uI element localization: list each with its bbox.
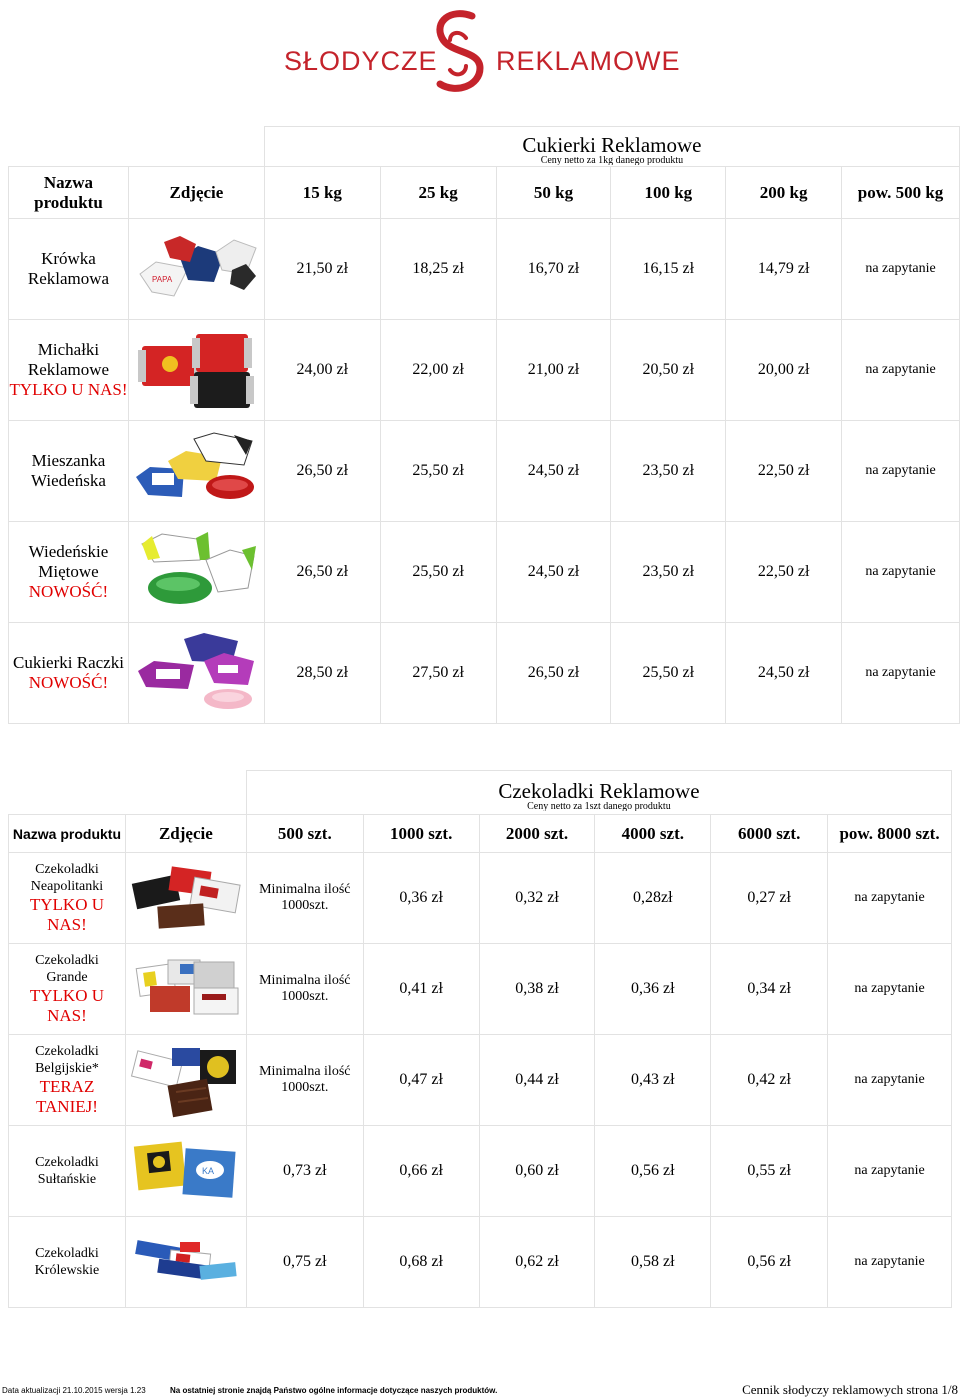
price-cell: 0,44 zł <box>479 1035 595 1126</box>
company-logo <box>278 8 681 100</box>
price-cell: 0,38 zł <box>479 944 595 1035</box>
candies-header-row <box>9 167 960 219</box>
logo-left-text: SŁODYCZE <box>284 46 438 76</box>
mietowe-candies-photo <box>134 530 258 614</box>
product-name: Czekoladki Grande TYLKO U NAS! <box>9 944 126 1035</box>
product-name: Cukierki Raczki NOWOŚĆ! <box>9 623 129 724</box>
product-photo <box>125 1035 246 1126</box>
chocolates-title-cell <box>246 771 951 815</box>
price-cell: 25,50 zł <box>611 623 726 724</box>
col-header-name: Nazwa produktu <box>9 167 129 219</box>
price-cell: 22,50 zł <box>726 522 842 623</box>
col-header-2000: 2000 szt. <box>479 815 595 853</box>
product-photo <box>125 944 246 1035</box>
minimum-quantity-note: Minimalna ilość 1000szt. <box>246 944 363 1035</box>
table-row <box>9 944 952 1035</box>
table-row <box>9 1217 952 1308</box>
page-number: Cennik słodyczy reklamowych strona 1/8 <box>742 1382 958 1397</box>
table-row <box>9 1035 952 1126</box>
candies-title-cell <box>264 127 959 167</box>
promo-tag: TYLKO U NAS! <box>9 380 128 399</box>
price-cell: 0,27 zł <box>711 853 828 944</box>
michalki-candies-photo <box>134 328 258 412</box>
product-photo <box>125 853 246 944</box>
col-header-200kg: 200 kg <box>726 167 842 219</box>
product-name: Czekoladki Królewskie <box>9 1217 126 1308</box>
price-cell: 0,75 zł <box>246 1217 363 1308</box>
footer-note: Na ostatniej stronie znajdą Państwo ogólne informacje dotyczące naszych produktów. <box>170 1386 498 1395</box>
product-name: Mieszanka Wiedeńska <box>9 421 129 522</box>
svg-text:KA: KA <box>201 1166 214 1176</box>
col-header-100kg: 100 kg <box>611 167 726 219</box>
col-header-4000: 4000 szt. <box>595 815 711 853</box>
product-name: Wiedeńskie Miętowe NOWOŚĆ! <box>9 522 129 623</box>
price-cell: 0,28zł <box>595 853 711 944</box>
logo-swirl-icon <box>420 8 496 100</box>
price-cell: 0,32 zł <box>479 853 595 944</box>
price-cell: 23,50 zł <box>611 522 726 623</box>
price-cell: 0,42 zł <box>711 1035 828 1126</box>
promo-tag: TYLKO U NAS! <box>29 986 105 1025</box>
neapolitanki-photo <box>130 865 242 931</box>
price-cell: 0,60 zł <box>479 1126 595 1217</box>
price-cell: 24,00 zł <box>264 320 380 421</box>
promo-tag: TYLKO U NAS! <box>29 895 105 934</box>
price-cell: 24,50 zł <box>496 421 611 522</box>
price-on-request: na zapytanie <box>842 219 960 320</box>
price-on-request: na zapytanie <box>842 623 960 724</box>
price-cell: 18,25 zł <box>380 219 496 320</box>
price-cell: 0,55 zł <box>711 1126 828 1217</box>
table-row <box>9 421 960 522</box>
price-cell: 0,66 zł <box>363 1126 479 1217</box>
price-on-request: na zapytanie <box>842 421 960 522</box>
price-cell: 0,41 zł <box>363 944 479 1035</box>
product-photo <box>128 421 264 522</box>
product-photo <box>125 1126 246 1217</box>
col-header-photo: Zdjęcie <box>128 167 264 219</box>
product-name: Czekoladki Sułtańskie <box>9 1126 126 1217</box>
price-cell: 0,68 zł <box>363 1217 479 1308</box>
page-footer <box>0 1382 960 1400</box>
promo-tag: NOWOŚĆ! <box>28 673 109 692</box>
col-header-50kg: 50 kg <box>496 167 611 219</box>
price-on-request: na zapytanie <box>828 1126 952 1217</box>
col-header-1000: 1000 szt. <box>363 815 479 853</box>
table-row <box>9 1126 952 1217</box>
table-row <box>9 853 952 944</box>
chocolates-title: Czekoladki Reklamowe <box>498 779 700 803</box>
price-on-request: na zapytanie <box>828 1035 952 1126</box>
product-photo <box>125 1217 246 1308</box>
price-cell: 24,50 zł <box>726 623 842 724</box>
price-on-request: na zapytanie <box>842 522 960 623</box>
product-photo <box>128 320 264 421</box>
col-header-6000: 6000 szt. <box>711 815 828 853</box>
candies-price-table <box>8 126 960 724</box>
candies-title: Cukierki Reklamowe <box>522 133 702 157</box>
raczki-candies-photo <box>134 631 258 715</box>
table-row <box>9 623 960 724</box>
price-cell: 0,34 zł <box>711 944 828 1035</box>
product-name: Czekoladki Neapolitanki TYLKO U NAS! <box>9 853 126 944</box>
krowka-candies-photo <box>134 234 258 304</box>
price-on-request: na zapytanie <box>842 320 960 421</box>
mieszanka-candies-photo <box>134 431 258 511</box>
price-cell: 20,00 zł <box>726 320 842 421</box>
logo-right-text: REKLAMOWE <box>496 46 681 76</box>
col-header-500kg: pow. 500 kg <box>842 167 960 219</box>
product-name: Krówka Reklamowa <box>9 219 129 320</box>
product-name: Michałki Reklamowe TYLKO U NAS! <box>9 320 129 421</box>
price-cell: 24,50 zł <box>496 522 611 623</box>
product-photo <box>128 522 264 623</box>
price-cell: 20,50 zł <box>611 320 726 421</box>
price-cell: 22,00 zł <box>380 320 496 421</box>
col-header-500: 500 szt. <box>246 815 363 853</box>
price-cell: 26,50 zł <box>264 421 380 522</box>
belgijskie-photo <box>130 1042 242 1118</box>
price-cell: 26,50 zł <box>496 623 611 724</box>
col-header-name: Nazwa produktu <box>9 815 126 853</box>
promo-tag: NOWOŚĆ! <box>28 582 109 601</box>
price-cell: 0,56 zł <box>595 1126 711 1217</box>
chocolates-subtitle: Ceny netto za 1szt danego produktu <box>527 802 671 811</box>
price-cell: 16,70 zł <box>496 219 611 320</box>
minimum-quantity-note: Minimalna ilość 1000szt. <box>246 853 363 944</box>
chocolates-price-table <box>8 770 952 1308</box>
krolewskie-photo <box>130 1232 242 1292</box>
price-cell: 21,50 zł <box>264 219 380 320</box>
price-cell: 28,50 zł <box>264 623 380 724</box>
update-date: Data aktualizacji 21.10.2015 wersja 1.23 <box>2 1386 146 1395</box>
chocolates-header-row <box>9 815 952 853</box>
price-cell: 0,73 zł <box>246 1126 363 1217</box>
price-cell: 27,50 zł <box>380 623 496 724</box>
price-cell: 23,50 zł <box>611 421 726 522</box>
minimum-quantity-note: Minimalna ilość 1000szt. <box>246 1035 363 1126</box>
promo-tag: TERAZ TANIEJ! <box>36 1077 98 1116</box>
price-cell: 16,15 zł <box>611 219 726 320</box>
product-photo <box>128 623 264 724</box>
price-cell: 0,43 zł <box>595 1035 711 1126</box>
grande-photo <box>130 956 242 1022</box>
col-header-15kg: 15 kg <box>264 167 380 219</box>
price-cell: 0,47 zł <box>363 1035 479 1126</box>
table-row <box>9 522 960 623</box>
svg-text:PAPA: PAPA <box>152 275 173 284</box>
table-row <box>9 320 960 421</box>
price-cell: 25,50 zł <box>380 522 496 623</box>
col-header-8000: pow. 8000 szt. <box>828 815 952 853</box>
price-on-request: na zapytanie <box>828 944 952 1035</box>
product-photo <box>128 219 264 320</box>
price-cell: 0,62 zł <box>479 1217 595 1308</box>
candies-subtitle: Ceny netto za 1kg danego produktu <box>540 156 684 165</box>
price-cell: 0,56 zł <box>711 1217 828 1308</box>
price-cell: 0,36 zł <box>363 853 479 944</box>
price-cell: 0,36 zł <box>595 944 711 1035</box>
table-row <box>9 219 960 320</box>
price-cell: 25,50 zł <box>380 421 496 522</box>
price-cell: 22,50 zł <box>726 421 842 522</box>
price-cell: 14,79 zł <box>726 219 842 320</box>
price-cell: 0,58 zł <box>595 1217 711 1308</box>
col-header-photo: Zdjęcie <box>125 815 246 853</box>
sultanskie-photo <box>130 1136 242 1206</box>
price-on-request: na zapytanie <box>828 853 952 944</box>
price-cell: 21,00 zł <box>496 320 611 421</box>
price-on-request: na zapytanie <box>828 1217 952 1308</box>
col-header-25kg: 25 kg <box>380 167 496 219</box>
price-cell: 26,50 zł <box>264 522 380 623</box>
product-name: Czekoladki Belgijskie* TERAZ TANIEJ! <box>9 1035 126 1126</box>
